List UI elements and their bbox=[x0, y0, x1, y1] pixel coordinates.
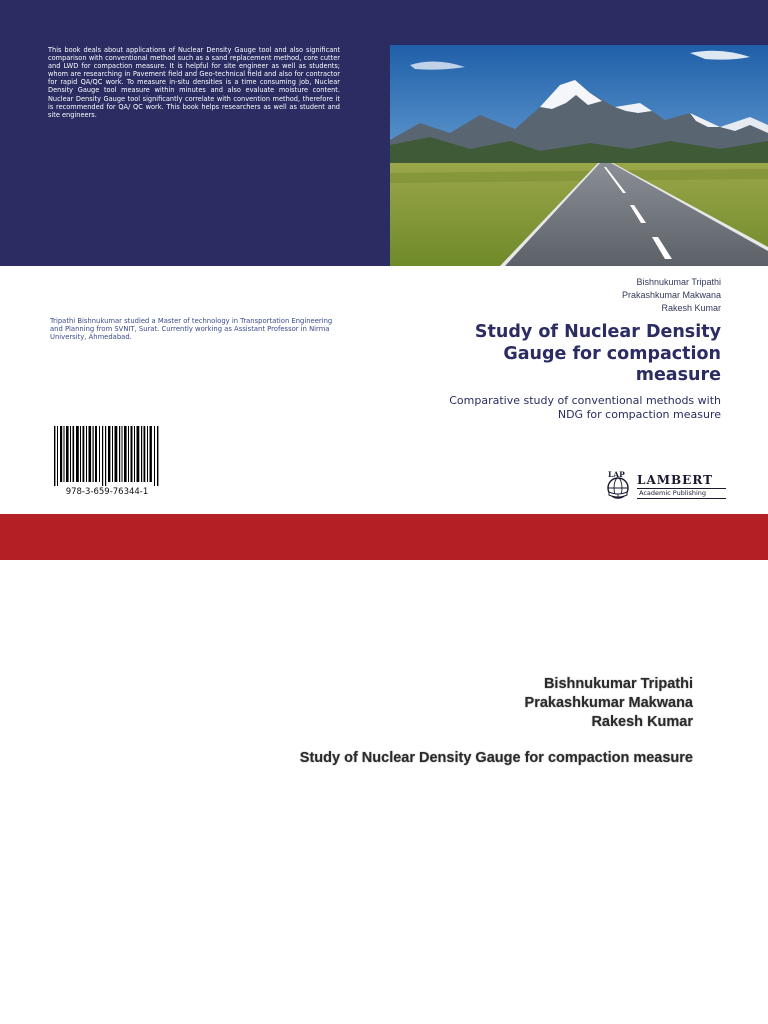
back-cover-blurb: This book deals about applications of Nuclear Density Gauge tool and also significant comparison with conventional method such as a sand replacement method, core cutter and LWD for compaction measure. It is helpful for site engineer as well as students; whom are researching in Pavement field and Geo-technical field and also for contractor for rapid QA/QC work. To measure in-situ densities is a time consuming job, Nuclear Density Gauge tool measure within minutes and also evaluate moisture content. Nuclear Density Gauge tool significantly correlate with convention method, therefore it is recommended for QA/ QC work. This book helps researchers as well as student and site engineers. bbox=[48, 46, 340, 119]
red-band bbox=[0, 514, 768, 560]
author-name: Rakesh Kumar bbox=[661, 303, 721, 313]
publisher-name: LAMBERT bbox=[637, 473, 714, 487]
publisher-mark: LAP bbox=[608, 470, 625, 479]
book-title: Study of Nuclear Density Gauge for compaction measure bbox=[474, 322, 721, 385]
spine-author-name: Prakashkumar Makwana bbox=[524, 695, 693, 711]
spine-author-name: Bishnukumar Tripathi bbox=[543, 676, 693, 692]
publisher-divider bbox=[637, 498, 726, 499]
barcode-icon bbox=[52, 426, 162, 486]
publisher-tagline: Academic Publishing bbox=[639, 489, 707, 497]
mountain-road-image bbox=[390, 45, 768, 266]
book-subtitle: Comparative study of conventional methods with NDG for compaction measure bbox=[449, 394, 721, 421]
isbn-number: 978-3-659-76344-1 bbox=[65, 487, 149, 497]
author-name: Bishnukumar Tripathi bbox=[636, 277, 721, 287]
front-cover-authors bbox=[622, 276, 721, 315]
author-bio: Tripathi Bishnukumar studied a Master of technology in Transportation Engineering and Planning from SVNIT, Surat. Currently working as Assistant Professor in Nirma University, Ahmedabad. bbox=[50, 317, 333, 342]
author-name: Prakashkumar Makwana bbox=[621, 290, 721, 300]
publisher-logo bbox=[604, 470, 728, 502]
spine-authors bbox=[525, 675, 693, 732]
spine-title: Study of Nuclear Density Gauge for compaction measure bbox=[299, 750, 693, 766]
spine-author-name: Rakesh Kumar bbox=[591, 714, 693, 730]
